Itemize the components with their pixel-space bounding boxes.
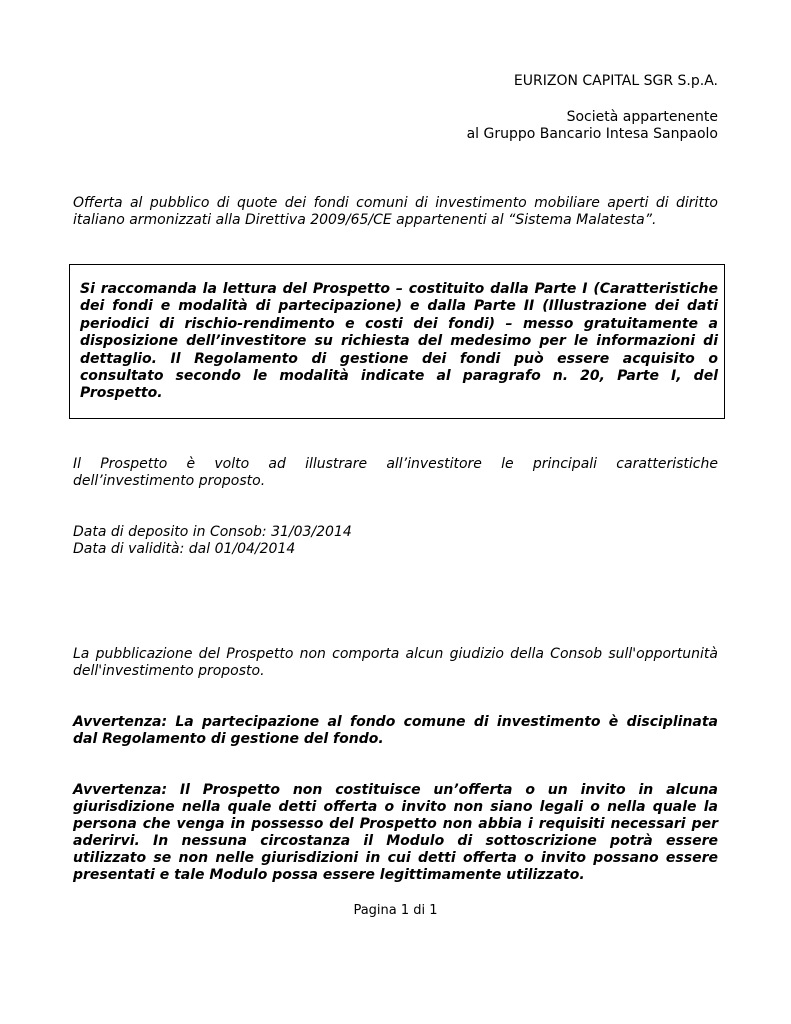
recommendation-line-5: dettaglio. Il Regolamento di gestione dei fondi può essere acquisito o [80, 350, 718, 367]
validity-date: Data di validità: dal 01/04/2014 [73, 541, 296, 557]
deposit-date: Data di deposito in Consob: 31/03/2014 [73, 524, 352, 540]
offer-paragraph [73, 195, 718, 229]
warning2-line-5: utilizzato se non nelle giurisdizioni in cui detti offerta o invito possano essere [73, 850, 718, 866]
group-line-2: al Gruppo Bancario Intesa Sanpaolo [466, 126, 718, 142]
group-line-1: Società appartenente [566, 109, 718, 125]
recommendation-line-2: dei fondi e modalità di partecipazione) e dalla Parte II (Illustrazione dei dati [80, 298, 718, 315]
offer-line-1: Offerta al pubblico di quote dei fondi comuni di investimento mobiliare aperti di diritto [73, 195, 718, 211]
recommendation-line-3: periodici di rischio-rendimento e costi dei fondi) – messo gratuitamente a [80, 315, 718, 332]
recommendation-line-1: Si raccomanda la lettura del Prospetto – costituito dalla Parte I (Caratteristiche [80, 281, 718, 297]
recommendation-text [80, 281, 718, 403]
warning-jurisdiction [73, 782, 718, 884]
warning2-line-2: giurisdizione nella quale detti offerta o invito non siano legali o nella quale la [73, 799, 718, 815]
warning2-line-1: Avvertenza: Il Prospetto non costituisce un’offerta o un invito in alcuna [73, 782, 718, 798]
purpose-line-2: dell’investimento proposto. [73, 473, 266, 489]
warning-participation [73, 714, 718, 748]
purpose-paragraph [73, 456, 718, 490]
warning1-line-1: Avvertenza: La partecipazione al fondo comune di investimento è disciplinata [73, 714, 718, 730]
warning1-line-2: dal Regolamento di gestione del fondo. [73, 731, 384, 747]
warning2-line-4: aderirvi. In nessuna circostanza il Modulo di sottoscrizione potrà essere [73, 833, 718, 849]
consob-disclaimer [73, 646, 718, 680]
disclaimer-line-1: La pubblicazione del Prospetto non comporta alcun giudizio della Consob sull'opportunità [73, 646, 718, 662]
recommendation-line-4: disposizione dell’investitore su richiesta del medesimo per le informazioni di [80, 333, 718, 350]
company-name: EURIZON CAPITAL SGR S.p.A. [513, 73, 718, 89]
page-number: Pagina 1 di 1 [353, 903, 438, 918]
offer-line-2: italiano armonizzati alla Direttiva 2009/65/CE appartenenti al “Sistema Malatesta”. [73, 212, 657, 228]
warning2-line-3: persona che venga in possesso del Prospetto non abbia i requisiti necessari per [73, 816, 718, 832]
recommendation-line-7: Prospetto. [80, 385, 163, 402]
recommendation-line-6: consultato secondo le modalità indicate al paragrafo n. 20, Parte I, del [80, 368, 718, 385]
purpose-line-1: Il Prospetto è volto ad illustrare all’investitore le principali caratteristiche [73, 456, 718, 472]
disclaimer-line-2: dell'investimento proposto. [73, 663, 265, 679]
warning2-line-6: presentati e tale Modulo possa essere legittimamente utilizzato. [73, 867, 585, 883]
dates-block [73, 524, 718, 558]
